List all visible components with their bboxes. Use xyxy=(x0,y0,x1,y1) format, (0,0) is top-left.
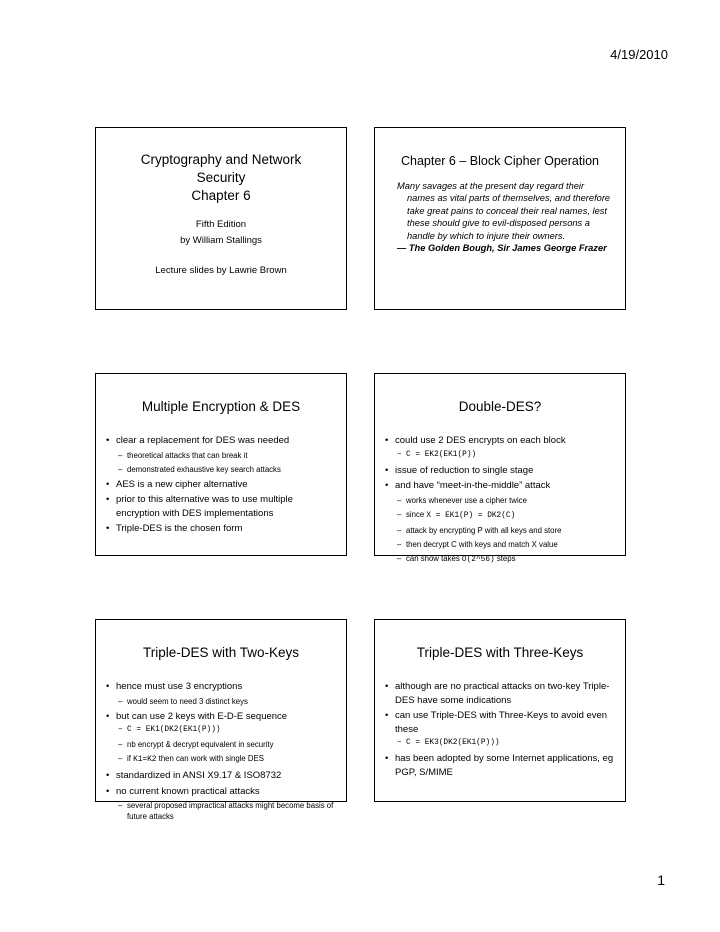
bullet-list xyxy=(375,680,625,779)
bullet-list xyxy=(375,434,625,566)
item-text: steps xyxy=(494,553,516,563)
slide-double-des xyxy=(374,373,626,564)
list-item: • Triple-DES is the chosen form xyxy=(96,522,346,536)
slide-title xyxy=(96,151,346,205)
title-line: Cryptography and Network xyxy=(140,152,302,167)
formula: O(2^56) xyxy=(461,555,495,564)
list-item: • AES is a new cipher alternative xyxy=(96,478,346,492)
lecture-credit: Lecture slides by Lawrie Brown xyxy=(155,265,287,276)
list-item: • could use 2 DES encrypts on each block xyxy=(375,434,625,448)
list-item: – attack by encrypting P with all keys and store xyxy=(375,525,625,536)
item-text: then can work with single DES xyxy=(156,754,264,763)
slide-triple-des-three-keys xyxy=(374,619,626,802)
formula: – C = EK2(EK1(P)) xyxy=(375,450,625,461)
bullet-list xyxy=(96,434,346,536)
formula: – C = EK3(DK2(EK1(P))) xyxy=(375,738,625,749)
slide-title-page xyxy=(95,127,347,310)
edition-text: Fifth Edition xyxy=(195,219,247,230)
formula: X = EK1(P) = DK2(C) xyxy=(426,511,516,520)
list-item: – nb encrypt & decrypt equivalent in security xyxy=(96,739,346,750)
formula: – C = EK1(DK2(EK1(P))) xyxy=(96,725,346,736)
bullet-list xyxy=(96,680,346,822)
list-item: • and have “meet-in-the-middle” attack xyxy=(375,479,625,493)
quote-attribution: — The Golden Bough, Sir James George Frazer xyxy=(397,243,607,254)
list-item: • standardized in ANSI X9.17 & ISO8732 xyxy=(96,769,346,783)
list-item: • although are no practical attacks on two-key Triple-DES have some indications xyxy=(375,680,625,707)
list-item: – would seem to need 3 distinct keys xyxy=(96,696,346,707)
slide-title: Double-DES? xyxy=(458,399,542,414)
slide-triple-des-two-keys xyxy=(95,619,347,821)
list-item xyxy=(375,509,625,522)
list-item: • has been adopted by some Internet applications, eg PGP, S/MIME xyxy=(375,752,625,779)
slide-title: Chapter 6 – Block Cipher Operation xyxy=(400,154,600,168)
list-item: – demonstrated exhaustive key search attacks xyxy=(96,464,346,475)
list-item: – theoretical attacks that can break it xyxy=(96,450,346,461)
list-item xyxy=(96,753,346,766)
list-item: – works whenever use a cipher twice xyxy=(375,495,625,506)
list-item: • issue of reduction to single stage xyxy=(375,464,625,478)
list-item: – several proposed impractical attacks might become basis of future attacks xyxy=(96,800,346,822)
list-item xyxy=(375,553,625,566)
list-item: • but can use 2 keys with E-D-E sequence xyxy=(96,710,346,724)
page-number: 1 xyxy=(657,872,665,888)
list-item: • prior to this alternative was to use multiple encryption with DES implementations xyxy=(96,493,346,520)
list-item: • clear a replacement for DES was needed xyxy=(96,434,346,448)
header-date: 4/19/2010 xyxy=(610,47,668,62)
slide-chapter-quote xyxy=(374,127,626,310)
slide-title: Multiple Encryption & DES xyxy=(141,399,301,414)
slide-title: Triple-DES with Three-Keys xyxy=(416,645,584,660)
item-text: can show takes xyxy=(406,553,462,563)
author-text: by William Stallings xyxy=(180,235,262,246)
formula: K1=K2 xyxy=(133,756,157,764)
item-text: since xyxy=(406,509,427,519)
title-line: Chapter 6 xyxy=(191,188,251,203)
title-line: Security xyxy=(196,170,246,185)
slide-title: Triple-DES with Two-Keys xyxy=(142,645,300,660)
list-item: • hence must use 3 encryptions xyxy=(96,680,346,694)
list-item: – then decrypt C with keys and match X value xyxy=(375,539,625,550)
slide-multiple-encryption xyxy=(95,373,347,556)
quote-text: Many savages at the present day regard their names as vital parts of themselves, and therefore take great pains to conceal their real names, lest these should give to evil-disposed persons a handle by which to injure their owners. xyxy=(397,181,611,241)
item-text: if xyxy=(127,754,134,763)
list-item: • no current known practical attacks xyxy=(96,785,346,799)
list-item: • can use Triple-DES with Three-Keys to avoid even these xyxy=(375,709,625,736)
